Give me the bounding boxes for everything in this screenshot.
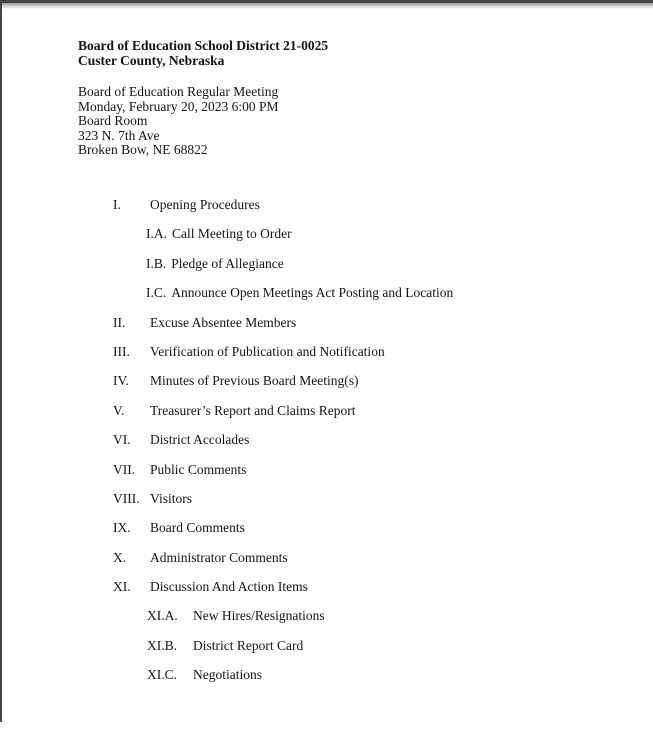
agenda-item-number: I.C. <box>146 285 167 301</box>
agenda-item-label: Board Comments <box>150 520 245 536</box>
window-top-edge <box>0 0 653 3</box>
agenda-item-number: II. <box>113 314 126 330</box>
agenda-item <box>113 491 453 507</box>
meeting-title: Board of Education Regular Meeting <box>78 84 279 99</box>
window-left-edge <box>0 0 2 722</box>
agenda-item <box>113 344 453 360</box>
agenda-item <box>113 638 453 654</box>
agenda-item-label: Visitors <box>150 490 192 506</box>
meeting-room: Board Room <box>78 113 148 129</box>
meeting-datetime: Monday, February 20, 2023 6:00 PM <box>78 98 279 114</box>
agenda-item-number: X. <box>113 549 127 565</box>
agenda-item-number: IX. <box>113 520 131 536</box>
org-header <box>78 38 328 68</box>
agenda-item-number: XI.B. <box>147 637 177 653</box>
org-location: Custer County, Nebraska <box>78 53 225 68</box>
agenda-item <box>113 403 453 419</box>
agenda-item-label: Opening Procedures <box>150 197 260 212</box>
agenda-item-label: Pledge of Allegiance <box>171 255 284 271</box>
agenda-item <box>113 315 453 331</box>
agenda-item-label: Call Meeting to Order <box>172 226 292 242</box>
agenda-item <box>113 285 453 301</box>
agenda-item <box>113 432 453 448</box>
agenda-item <box>113 520 453 536</box>
agenda-item <box>113 197 453 213</box>
agenda-item-number: VI. <box>113 432 131 448</box>
agenda-item-number: I.A. <box>146 226 167 242</box>
agenda-item <box>113 667 453 683</box>
agenda-item <box>113 579 453 595</box>
org-name: Board of Education School District 21-0025 <box>78 38 329 53</box>
agenda-item-label: Excuse Absentee Members <box>150 314 297 330</box>
agenda-item-number: I. <box>113 197 121 212</box>
agenda-item-number: XI.A. <box>147 608 178 624</box>
agenda-item-label: Announce Open Meetings Act Posting and Location <box>171 285 454 301</box>
agenda-item-label: Treasurer’s Report and Claims Report <box>150 402 356 418</box>
agenda-item <box>113 608 453 624</box>
agenda-item-label: Minutes of Previous Board Meeting(s) <box>150 373 359 389</box>
agenda-item-label: Public Comments <box>150 461 247 477</box>
meeting-street: 323 N. 7th Ave <box>78 127 160 143</box>
agenda-item <box>113 462 453 478</box>
agenda-item-number: III. <box>113 343 130 359</box>
meeting-info <box>78 85 279 158</box>
agenda-item-label: Discussion And Action Items <box>150 579 308 595</box>
agenda-item-number: IV. <box>113 373 129 389</box>
agenda-item-label: District Report Card <box>193 637 304 653</box>
agenda-item-number: XI. <box>113 579 131 595</box>
agenda-item <box>113 373 453 389</box>
agenda-item-label: New Hires/Resignations <box>193 608 325 624</box>
agenda-item-number: XI.C. <box>147 667 177 683</box>
agenda-item-number: I.B. <box>146 255 167 271</box>
agenda-item-label: Negotiations <box>193 667 262 683</box>
agenda-item-label: Verification of Publication and Notification <box>150 343 385 359</box>
agenda-list <box>113 197 453 697</box>
agenda-item-number: VII. <box>113 461 136 477</box>
meeting-city: Broken Bow, NE 68822 <box>78 142 208 158</box>
window-top-edge-shadow <box>0 3 653 9</box>
agenda-item-number: VIII. <box>113 490 140 506</box>
agenda-item <box>113 226 453 242</box>
agenda-item-label: District Accolades <box>150 432 250 448</box>
agenda-item-number: V. <box>113 402 125 418</box>
agenda-item <box>113 550 453 566</box>
agenda-item-label: Administrator Comments <box>150 549 288 565</box>
agenda-item <box>113 256 453 272</box>
